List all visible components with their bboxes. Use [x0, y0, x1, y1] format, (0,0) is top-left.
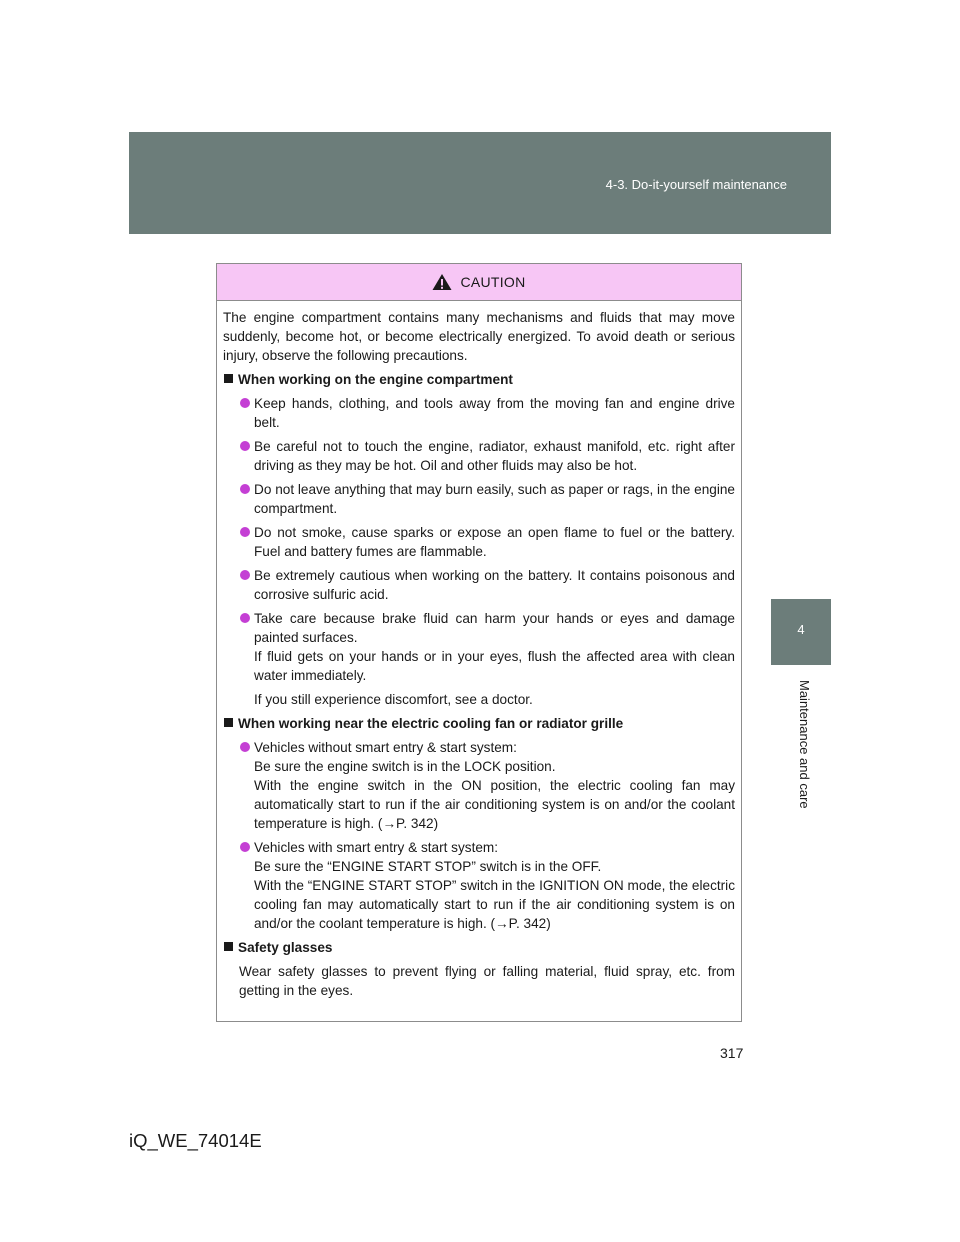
bullet-dot-icon [240, 842, 250, 852]
list-item: Do not smoke, cause sparks or expose an open flame to fuel or the battery. Fuel and battery fumes are flammable. [223, 523, 735, 561]
list-item: Be careful not to touch the engine, radiator, exhaust manifold, etc. right after driving as they may be hot. Oil and other fluids may also be hot. [223, 437, 735, 475]
section-heading-engine-compartment: When working on the engine compartment [223, 370, 735, 389]
bullet-dot-icon [240, 441, 250, 451]
list-item: Be extremely cautious when working on the battery. It contains poisonous and corrosive sulfuric acid. [223, 566, 735, 604]
bullet-dot-icon [240, 484, 250, 494]
safety-glasses-text: Wear safety glasses to prevent flying or falling material, fluid spray, etc. from getting in the eyes. [239, 964, 735, 998]
section-heading-cooling-fan: When working near the electric cooling fan or radiator grille [223, 714, 735, 733]
bullet-dot-icon [240, 570, 250, 580]
caution-intro: The engine compartment contains many mechanisms and fluids that may move suddenly, become hot, or become electrically energized. To avoid death or serious injury, observe the following precautions. [223, 310, 735, 363]
section-heading-safety-glasses: Safety glasses [223, 938, 735, 957]
bullet-dot-icon [240, 742, 250, 752]
caution-box [216, 263, 742, 1022]
list-item: Keep hands, clothing, and tools away from the moving fan and engine drive belt. [223, 394, 735, 432]
chapter-label: Maintenance and care [797, 680, 812, 809]
list-item: Take care because brake fluid can harm your hands or eyes and damage painted surfaces. If fluid gets on your hands or in your eyes, flush the affected area with clean water immediately. [223, 609, 735, 685]
chapter-number: 4 [797, 622, 805, 637]
bullet-dot-icon [240, 527, 250, 537]
caution-title: CAUTION [460, 274, 526, 290]
warning-triangle-icon [432, 273, 452, 291]
document-code: iQ_WE_74014E [129, 1130, 262, 1151]
list-item: Vehicles with smart entry & start system: Be sure the “ENGINE START STOP” switch is in the OFF. With the “ENGINE START STOP” switch in the IGNITION ON mode, the electric cooling fan may automatically start to run if the air conditioning system is on and/or the coolant temperature is high. (→P. 342) [223, 838, 735, 933]
chapter-tab [771, 599, 831, 665]
caution-body [217, 301, 741, 1000]
page-number: 317 [720, 1045, 744, 1061]
list-item: Do not leave anything that may burn easily, such as paper or rags, in the engine compartment. [223, 480, 735, 518]
bullet-dot-icon [240, 398, 250, 408]
doctor-note: If you still experience discomfort, see a doctor. [254, 692, 533, 707]
section-title: 4-3. Do-it-yourself maintenance [605, 177, 787, 192]
caution-header [217, 264, 741, 301]
header-band [129, 132, 831, 234]
bullet-dot-icon [240, 613, 250, 623]
list-item: Vehicles without smart entry & start system: Be sure the engine switch is in the LOCK position. With the engine switch in the ON position, the electric cooling fan may automatically start to run if the air conditioning system is on and/or the coolant temperature is high. (→P. 342) [223, 738, 735, 833]
